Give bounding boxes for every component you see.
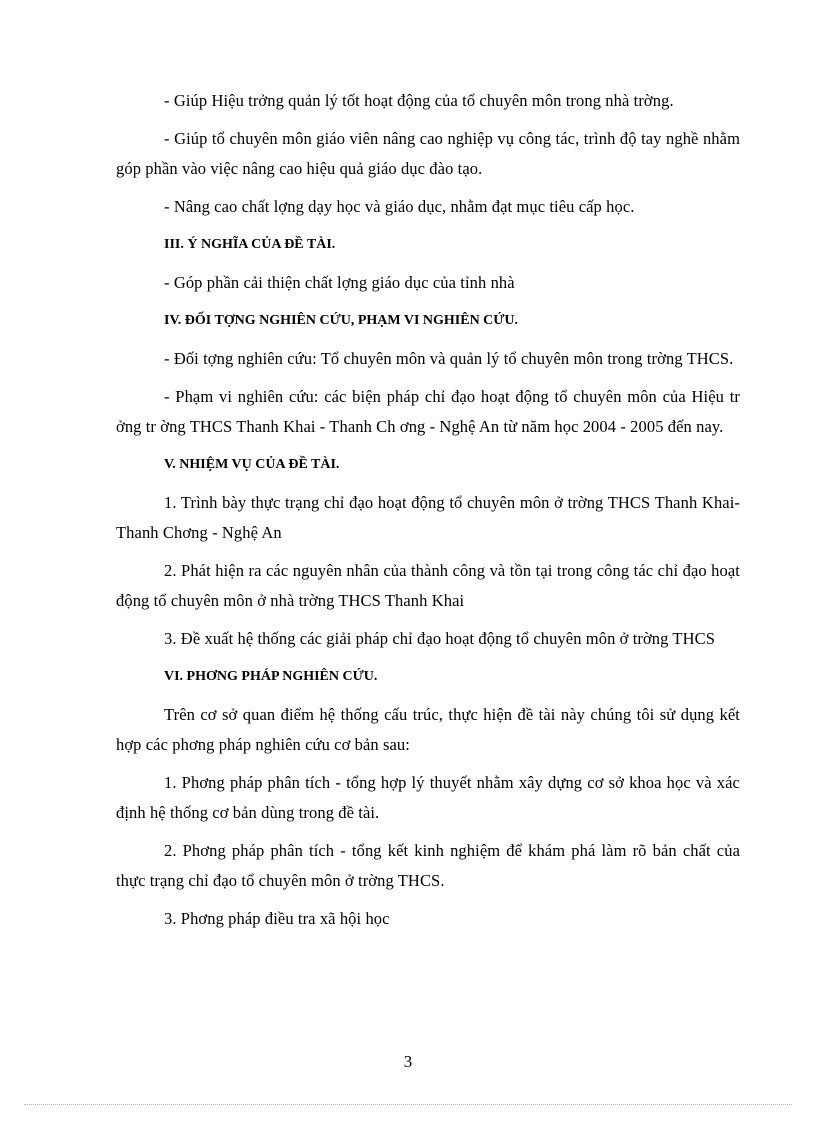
paragraph-task-1: 1. Trình bày thực trạng chỉ đạo hoạt động tổ chuyên môn ở trờng THCS Thanh Khai- Thanh Chơng - Nghệ An	[116, 493, 740, 542]
heading-tasks: V. NHIỆM VỤ CỦA ĐỀ TÀI.	[164, 457, 340, 472]
paragraph-method-1: 1. Phơng pháp phân tích - tổng hợp lý thuyết nhằm xây dựng cơ sở khoa học và xác định hệ thống cơ bản dùng trong đề tài.	[116, 773, 740, 822]
page-number: 3	[403, 1052, 413, 1071]
paragraph-task-2: 2. Phát hiện ra các nguyên nhân của thành công và tồn tại trong công tác chỉ đạo hoạt động tổ chuyên môn ở nhà trờng THCS Thanh Khai	[116, 561, 740, 610]
paragraph-significance: - Góp phần cải thiện chất lợng giáo dục của tỉnh nhà	[164, 273, 515, 292]
paragraph-purpose-principal: - Giúp Hiệu trởng quản lý tốt hoạt động của tổ chuyên môn trong nhà trờng.	[164, 91, 674, 110]
paragraph-purpose-quality: - Nâng cao chất lợng dạy học và giáo dục, nhằm đạt mục tiêu cấp học.	[164, 197, 635, 216]
paragraph-method-3: 3. Phơng pháp điều tra xã hội học	[164, 909, 390, 928]
paragraph-method-2: 2. Phơng pháp phân tích - tổng kết kinh nghiệm để khám phá làm rõ bản chất của thực trạng chỉ đạo tổ chuyên môn ở trờng THCS.	[116, 841, 740, 890]
document-body	[116, 86, 740, 938]
page-footer-divider	[24, 1104, 792, 1105]
heading-significance: III. Ý NGHĨA CỦA ĐỀ TÀI.	[164, 237, 336, 252]
paragraph-research-subject: - Đối tợng nghiên cứu: Tổ chuyên môn và quản lý tổ chuyên môn trong trờng THCS.	[164, 349, 734, 368]
heading-subject-scope: IV. ĐỐI TỢNG NGHIÊN CỨU, PHẠM VI NGHIÊN CỨU.	[164, 313, 519, 328]
paragraph-methods-intro: Trên cơ sở quan điểm hệ thống cấu trúc, thực hiện đề tài này chúng tôi sử dụng kết hợp các phơng pháp nghiên cứu cơ bản sau:	[116, 705, 740, 754]
paragraph-purpose-teachers: - Giúp tổ chuyên môn giáo viên nâng cao nghiệp vụ công tác, trình độ tay nghề nhằm góp phần vào việc nâng cao hiệu quả giáo dục đào tạo.	[116, 129, 740, 178]
paragraph-research-scope: - Phạm vi nghiên cứu: các biện pháp chỉ đạo hoạt động tổ chuyên môn của Hiệu tr ởng tr ờng THCS Thanh Khai - Thanh Ch ơng - Nghệ An từ năm học 2004 - 2005 đến nay.	[116, 387, 740, 436]
heading-methods: VI. PHƠNG PHÁP NGHIÊN CỨU.	[164, 669, 378, 684]
paragraph-task-3: 3. Đề xuất hệ thống các giải pháp chỉ đạo hoạt động tổ chuyên môn ở trờng THCS	[164, 629, 716, 648]
